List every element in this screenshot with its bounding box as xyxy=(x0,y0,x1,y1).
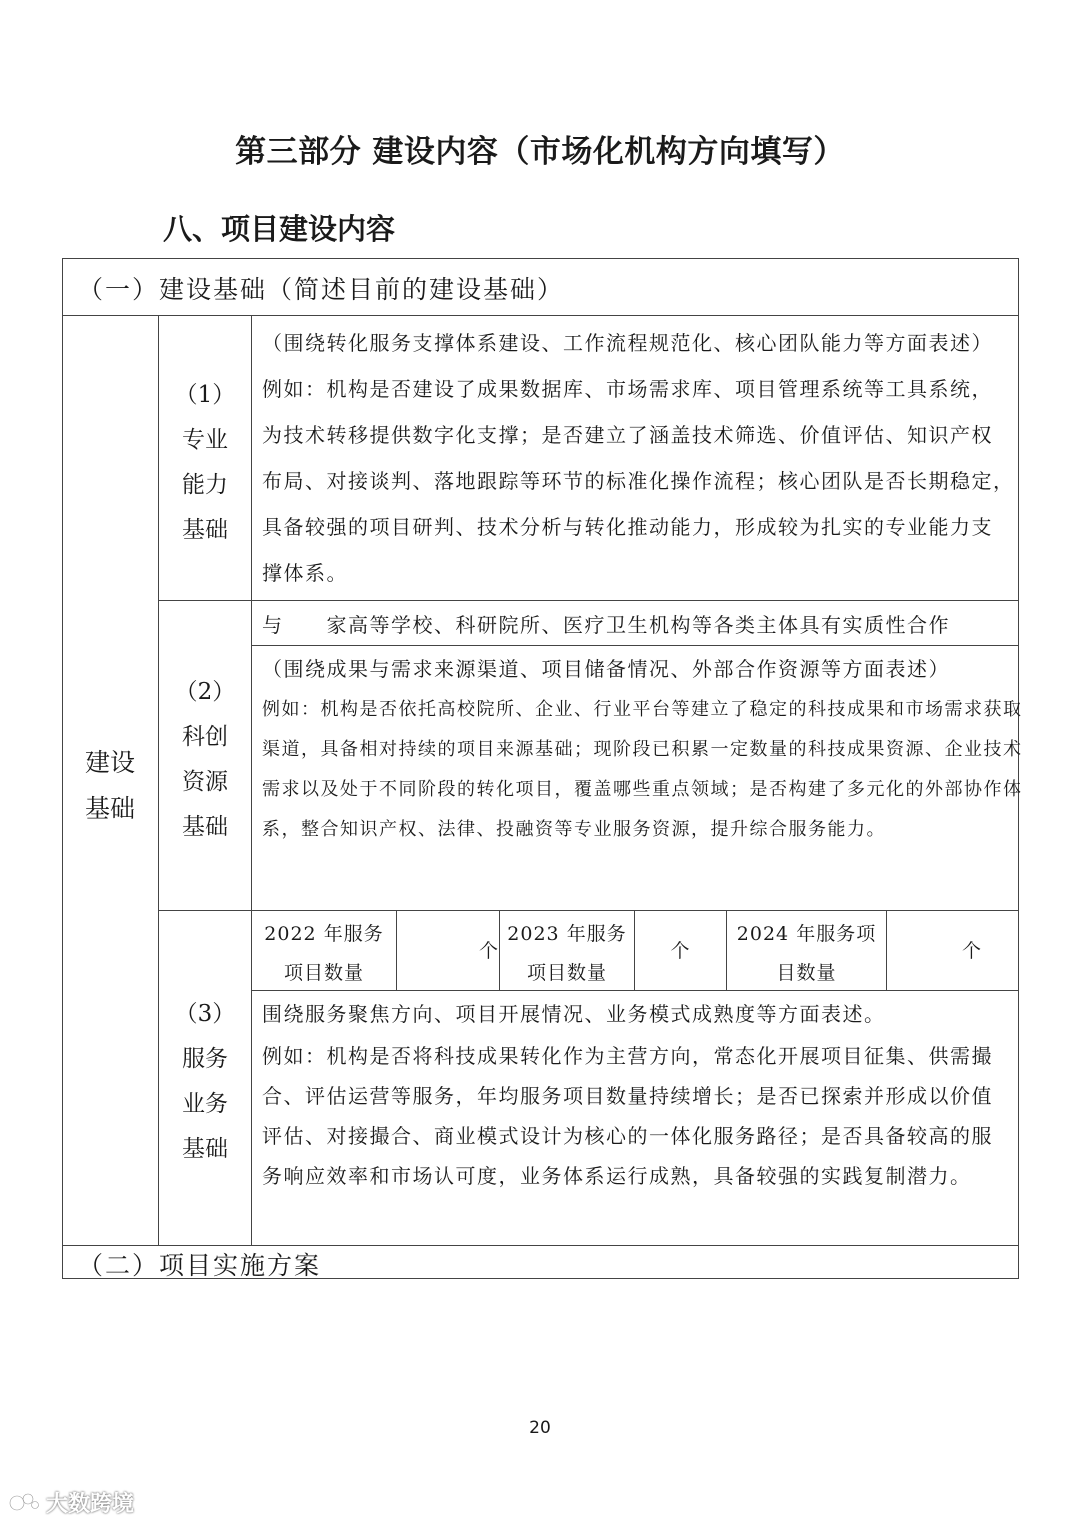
text-line: 撑体系。 xyxy=(262,561,348,585)
watermark xyxy=(8,1487,134,1518)
sub-label-professional: （1） 专业 能力 基础 xyxy=(174,382,236,543)
text-line: （围绕转化服务支撑体系建设、工作流程规范化、核心团队能力等方面表述） xyxy=(262,331,993,355)
text-line: 需求以及处于不同阶段的转化项目，覆盖哪些重点领域；是否构建了多元化的外部协作体 xyxy=(262,779,1023,800)
sub-label-divider xyxy=(251,315,252,1245)
text-line: 例如：机构是否建设了成果数据库、市场需求库、项目管理系统等工具系统， xyxy=(262,377,993,401)
count-label-2023: 2023 年服务 项目数量 xyxy=(507,923,627,984)
text-line: （围绕成果与需求来源渠道、项目储备情况、外部合作资源等方面表述） xyxy=(262,657,950,681)
text-line: 系，整合知识产权、法律、投融资等专业服务资源，提升综合服务能力。 xyxy=(262,819,886,840)
count-label-2024: 2024 年服务项 目数量 xyxy=(736,923,877,984)
text-line: 为技术转移提供数字化支撑；是否建立了涵盖技术筛选、价值评估、知识产权 xyxy=(262,423,993,447)
sub-label-service: （3） 服务 业务 基础 xyxy=(174,1001,236,1162)
count-value-2023[interactable]: 个 xyxy=(670,940,691,962)
section-title: 八、项目建设内容 xyxy=(163,212,396,246)
count-value-2024[interactable]: 个 xyxy=(961,940,982,962)
page-number: 20 xyxy=(529,1418,551,1438)
count-value-2022[interactable]: 个 xyxy=(478,940,499,962)
text-line: 渠道，具备相对持续的项目来源基础；现阶段已积累一定数量的科技成果资源、企业技术 xyxy=(262,739,1023,760)
row1-divider xyxy=(158,600,1019,601)
text-line: 合、评估运营等服务，年均服务项目数量持续增长；是否已探索并形成以价值 xyxy=(262,1084,993,1108)
text-line: 布局、对接谈判、落地跟踪等环节的标准化操作流程；核心团队是否长期稳定， xyxy=(262,469,1015,493)
watermark-logo-icon xyxy=(8,1490,40,1516)
sub-label-resources: （2） 科创 资源 基础 xyxy=(174,679,236,840)
watermark-text: 大数跨境 xyxy=(46,1492,135,1517)
table-header-basis: （一）建设基础（简述目前的建设基础） xyxy=(78,275,565,304)
text-line: 务响应效率和市场认可度，业务体系运行成熟，具备较强的实践复制潜力。 xyxy=(262,1164,972,1188)
part-title: 第三部分 建设内容（市场化机构方向填写） xyxy=(235,134,845,170)
text-line: 围绕服务聚焦方向、项目开展情况、业务模式成熟度等方面表述。 xyxy=(262,1002,886,1026)
text-line: 具备较强的项目研判、技术分析与转化推动能力，形成较为扎实的专业能力支 xyxy=(262,515,993,539)
row2-divider xyxy=(158,910,1019,911)
cooperation-count-line: 与 家高等学校、科研院所、医疗卫生机构等各类主体具有实质性合作 xyxy=(262,613,950,637)
text-line: 评估、对接撮合、商业模式设计为核心的一体化服务路径；是否具备较高的服 xyxy=(262,1124,993,1148)
text-line: 例如：机构是否将科技成果转化作为主营方向，常态化开展项目征集、供需撮 xyxy=(262,1044,993,1068)
table-header-plan: （二）项目实施方案 xyxy=(78,1251,322,1280)
header-divider xyxy=(62,315,1019,316)
count-label-2022: 2022 年服务 项目数量 xyxy=(264,923,384,984)
main-label: 建设 基础 xyxy=(84,748,135,823)
text-line: 例如：机构是否依托高校院所、企业、行业平台等建立了稳定的科技成果和市场需求获取 xyxy=(262,699,1023,720)
